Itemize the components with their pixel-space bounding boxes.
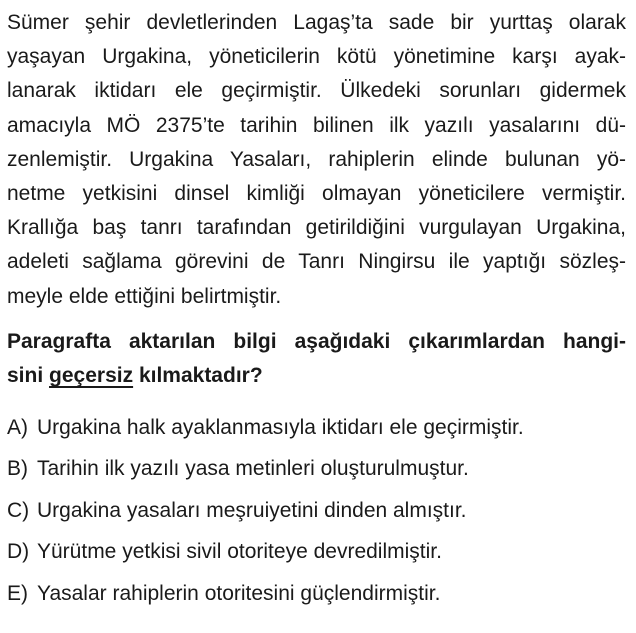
option-b[interactable] xyxy=(7,448,626,490)
option-text: Urgakina yasaları meşruiyetini dinden almıştır. xyxy=(37,498,467,522)
passage-paragraph xyxy=(7,6,626,314)
question-line-2 xyxy=(7,359,626,394)
question-line-1: Paragrafta aktarılan bilgi aşağıdaki çıkarımlardan hangi- xyxy=(7,329,626,353)
passage-line: Krallığa baş tanrı tarafından getirildiğini vurgulayan Urgakina, xyxy=(7,216,626,240)
option-letter: A) xyxy=(7,415,28,439)
option-d[interactable] xyxy=(7,531,626,573)
passage-line: adeleti sağlama görevini de Tanrı Ningirsu ile yaptığı sözleş- xyxy=(7,250,626,274)
option-letter: C) xyxy=(7,498,30,522)
option-text: Urgakina halk ayaklanmasıyla iktidarı ele geçirmiştir. xyxy=(37,415,524,439)
option-text: Yasalar rahiplerin otoritesini güçlendirmiştir. xyxy=(37,581,441,605)
option-letter: D) xyxy=(7,540,30,564)
option-c[interactable] xyxy=(7,490,626,532)
option-text: Yürütme yetkisi sivil otoriteye devredilmiştir. xyxy=(37,540,442,564)
option-text: Tarihin ilk yazılı yasa metinleri oluşturulmuştur. xyxy=(37,457,469,481)
passage-line: lanarak iktidarı ele geçirmiştir. Ülkedeki sorunları gidermek xyxy=(7,79,626,103)
question-emphasis: geçersiz xyxy=(49,364,134,388)
question-stem xyxy=(7,325,626,394)
option-letter: B) xyxy=(7,457,28,481)
passage-line: Sümer şehir devletlerinden Lagaş’ta sade bir yurttaş olarak xyxy=(7,11,626,34)
option-e[interactable] xyxy=(7,573,626,615)
passage-line: netme yetkisini dinsel kimliği olmayan yöneticilere vermiştir. xyxy=(7,182,626,206)
option-a[interactable] xyxy=(7,407,626,449)
question-text-before: sini xyxy=(7,364,44,388)
passage-line: meyle elde ettiğini belirtmiştir. xyxy=(7,284,282,308)
passage-line: zenlemiştir. Urgakina Yasaları, rahiplerin elinde bulunan yö- xyxy=(7,147,626,171)
option-letter: E) xyxy=(7,581,28,605)
passage-line: yaşayan Urgakina, yöneticilerin kötü yönetimine karşı ayak- xyxy=(7,45,626,69)
answer-options xyxy=(7,407,626,615)
passage-line: amacıyla MÖ 2375’te tarihin bilinen ilk yazılı yasalarını dü- xyxy=(7,113,626,137)
question-text-after: kılmaktadır? xyxy=(138,364,263,388)
